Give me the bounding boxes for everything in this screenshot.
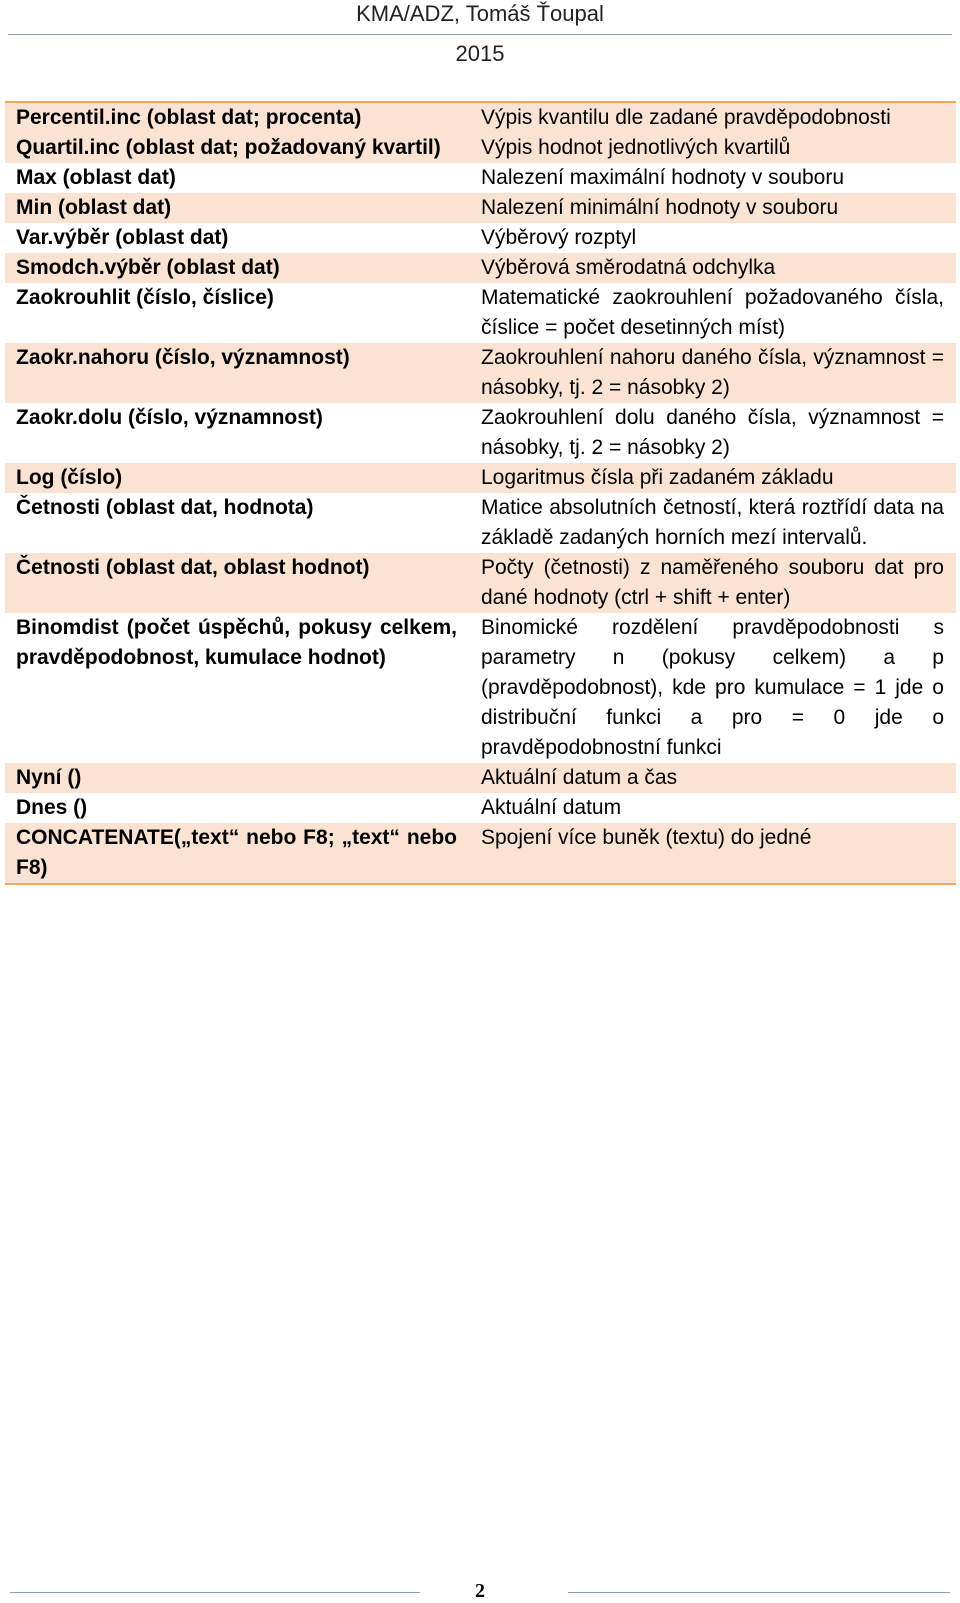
table-row — [5, 823, 956, 883]
page-number: 2 — [475, 1580, 485, 1602]
table-row — [5, 103, 956, 133]
footer-divider-right — [568, 1592, 950, 1593]
table-row — [5, 763, 956, 793]
function-description: Zaokrouhlení dolu daného čísla, významnost = násobky, tj. 2 = násobky 2) — [481, 406, 944, 459]
table-row — [5, 193, 956, 223]
function-description: Spojení více buněk (textu) do jedné — [481, 826, 812, 849]
table-row — [5, 133, 956, 163]
function-name: Četnosti (oblast dat, hodnota) — [16, 496, 314, 519]
function-name: Binomdist (počet úspěchů, pokusy celkem, pravděpodobnost, kumulace hodnot) — [16, 616, 457, 669]
function-description: Matice absolutních četností, která roztřídí data na základě zadaných horních mezí intervalů. — [481, 496, 944, 549]
function-name: Zaokrouhlit (číslo, číslice) — [16, 286, 274, 309]
function-name: Percentil.inc (oblast dat; procenta) — [16, 106, 362, 129]
table-row — [5, 463, 956, 493]
function-description: Výpis kvantilu dle zadané pravděpodobnosti — [481, 106, 891, 129]
function-description: Logaritmus čísla při zadaném základu — [481, 466, 834, 489]
table-row — [5, 553, 956, 613]
header-divider — [8, 34, 952, 35]
header-year: 2015 — [455, 41, 505, 66]
function-name: Var.výběr (oblast dat) — [16, 226, 229, 249]
function-description: Aktuální datum — [481, 796, 622, 819]
header-title: KMA/ADZ, Tomáš Ťoupal — [356, 1, 604, 26]
function-description: Počty (četnosti) z naměřeného souboru dat pro dané hodnoty (ctrl + shift + enter) — [481, 556, 944, 609]
function-name: Smodch.výběr (oblast dat) — [16, 256, 280, 279]
table-row — [5, 223, 956, 253]
table-row — [5, 613, 956, 763]
function-name: Log (číslo) — [16, 466, 123, 489]
function-description: Výběrová směrodatná odchylka — [481, 256, 776, 279]
function-name: Zaokr.dolu (číslo, významnost) — [16, 406, 323, 429]
function-name: Dnes () — [16, 796, 88, 819]
function-table — [5, 101, 956, 885]
table-row — [5, 163, 956, 193]
table-row — [5, 343, 956, 403]
function-name: Četnosti (oblast dat, oblast hodnot) — [16, 556, 370, 579]
function-description: Aktuální datum a čas — [481, 766, 678, 789]
function-description: Zaokrouhlení nahoru daného čísla, významnost = násobky, tj. 2 = násobky 2) — [481, 346, 944, 399]
table-row — [5, 793, 956, 823]
table-row — [5, 253, 956, 283]
function-description: Nalezení minimální hodnoty v souboru — [481, 196, 839, 219]
function-description: Nalezení maximální hodnoty v souboru — [481, 166, 845, 189]
function-name: Max (oblast dat) — [16, 166, 176, 189]
table-row — [5, 493, 956, 553]
function-description: Binomické rozdělení pravděpodobnosti s parametry n (pokusy celkem) a p (pravděpodobnost), kde pro kumulace = 1 jde o distribuční funkci a pro = 0 jde o pravděpodobnostní funkci — [481, 616, 944, 759]
table-row — [5, 403, 956, 463]
function-description: Výběrový rozptyl — [481, 226, 637, 249]
function-name: Zaokr.nahoru (číslo, významnost) — [16, 346, 350, 369]
function-name: Quartil.inc (oblast dat; požadovaný kvartil) — [16, 136, 441, 159]
function-name: Min (oblast dat) — [16, 196, 172, 219]
function-name: CONCATENATE(„text“ nebo F8; „text“ nebo F8) — [16, 826, 457, 879]
table-row — [5, 283, 956, 343]
function-description: Výpis hodnot jednotlivých kvartilů — [481, 136, 791, 159]
function-description: Matematické zaokrouhlení požadovaného čísla, číslice = počet desetinných míst) — [481, 286, 944, 339]
function-name: Nyní () — [16, 766, 82, 789]
